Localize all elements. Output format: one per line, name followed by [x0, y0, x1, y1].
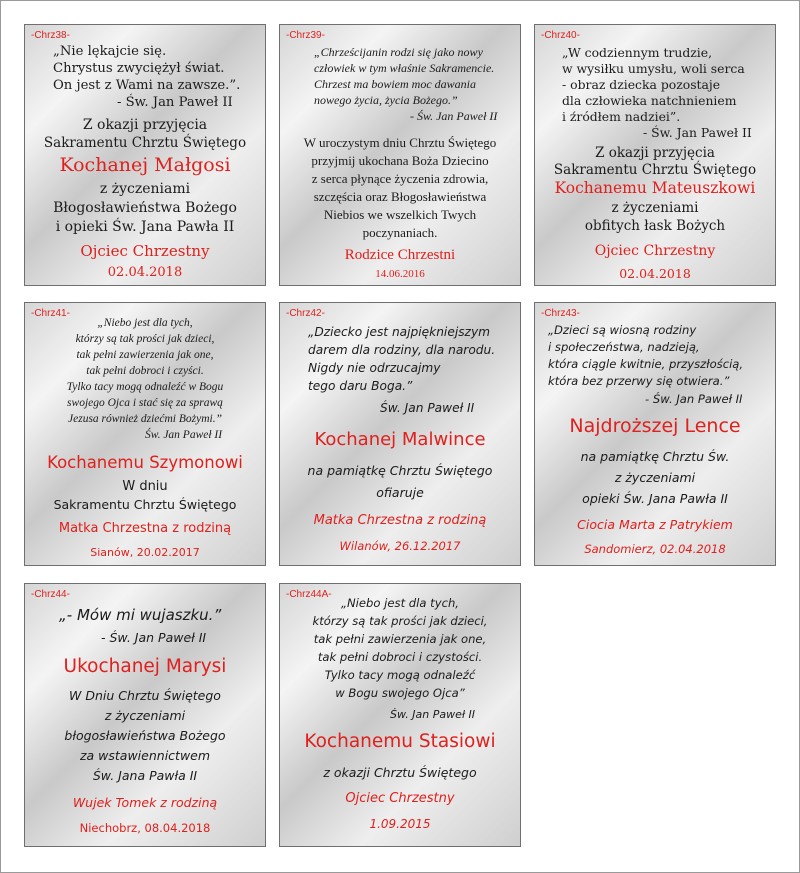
product-code: -Chrz38-: [31, 30, 70, 41]
recipient-name: Kochanemu Stasiowi: [304, 731, 496, 752]
date: 14.06.2016: [375, 268, 425, 280]
quote-line: „W codziennym trudzie,: [562, 45, 713, 60]
signature: Matka Chrzestna z rodziną: [58, 521, 232, 536]
quote-line: Jezusa również dziećmi Bożymi.”: [68, 413, 222, 425]
quote-author: Św. Jan Paweł II: [145, 429, 223, 441]
quote-line: swojego Ojca i stać się za sprawą: [67, 397, 223, 409]
quote-line: i społeczeństwa, nadzieją,: [548, 340, 700, 354]
quote-line: w wysiłku umysłu, woli serca: [562, 61, 745, 76]
quote-line: darem dla rodziny, dla narodu.: [308, 343, 496, 357]
quote-line: człowiek w tym właśnie Sakramencie.: [314, 61, 495, 75]
wishes-line: i opieki Św. Jana Pawła II: [55, 219, 235, 235]
quote-line: która bez przerwy się otwiera.”: [548, 374, 730, 388]
recipient-name: Kochanemu Szymonowi: [47, 453, 243, 472]
wishes-line: z życzeniami: [99, 181, 191, 197]
occasion-line: opieki Św. Jana Pawła II: [582, 491, 728, 506]
product-code: -Chrz44-: [31, 589, 70, 600]
plate-chrz44[interactable]: [24, 583, 266, 847]
occasion-line: błogosławieństwa Bożego: [64, 728, 226, 743]
occasion-line: na pamiątkę Chrztu Św.: [580, 449, 730, 464]
recipient-name: Najdroższej Lence: [569, 415, 741, 437]
signature: Matka Chrzestna z rodziną: [313, 513, 487, 528]
signature: Ojciec Chrzestny: [345, 791, 455, 806]
signature: Ojciec Chrzestny: [80, 242, 210, 260]
recipient-name: Kochanej Małgosi: [59, 154, 231, 176]
quote-author: - Św. Jan Paweł II: [101, 630, 207, 645]
message-line: z serca płynące życzenia zdrowia,: [311, 171, 489, 186]
quote-line: w Bogu swojego Ojca”: [335, 686, 465, 700]
quote-line: „Niebo jest dla tych,: [97, 317, 193, 329]
occasion-line: na pamiątkę Chrztu Świętego: [307, 463, 493, 478]
quote-line: którzy są tak prości jak dzieci,: [312, 614, 488, 628]
signature: Rodzice Chrzestni: [344, 247, 456, 263]
recipient-name: Kochanej Malwince: [314, 429, 486, 450]
product-code: -Chrz40-: [541, 30, 580, 41]
quote-author: - Św. Jan Paweł II: [643, 125, 752, 140]
quote-line: Chrzest ma bowiem moc dawania: [314, 77, 476, 91]
message-line: poczynaniach.: [362, 225, 438, 240]
signature: Ojciec Chrzestny: [594, 243, 716, 259]
quote-line: „Dziecko jest najpiękniejszym: [308, 325, 491, 339]
occasion-line: W Dniu Chrztu Świętego: [69, 688, 221, 703]
date: Sandomierz, 02.04.2018: [584, 542, 726, 556]
quote-line: tak pełni zawierzenia jak one,: [313, 632, 487, 646]
plate-chrz43[interactable]: [534, 302, 776, 566]
occasion-line: Z okazji przyjęcia: [595, 145, 715, 161]
product-code: -Chrz41-: [31, 308, 70, 319]
quote-author: - Św. Jan Paweł II: [410, 109, 498, 123]
occasion-line: ofiaruje: [376, 485, 424, 500]
quote-line: nowego życia, życia Bożego.”: [314, 93, 458, 107]
product-code: -Chrz44A-: [286, 589, 332, 600]
message-line: Niebios we wszelkich Twych: [323, 207, 477, 222]
quote-line: i źródłem nadziei”.: [562, 109, 681, 124]
quote-line: „Dzieci są wiosną rodziny: [548, 323, 697, 337]
quote-line: która ciągle kwitnie, przyszłością,: [548, 357, 744, 371]
wishes-line: z życzeniami: [611, 200, 699, 216]
message-line: przyjmij ukochana Boża Dziecino: [311, 153, 489, 168]
quote-author: - Św. Jan Paweł II: [117, 95, 233, 110]
quote-line: Tylko tacy mogą odnaleźć w Bogu: [66, 381, 224, 393]
quote-line: którzy są tak prości jak dzieci,: [75, 333, 215, 345]
occasion-line: Sakramentu Chrztu Świętego: [43, 135, 247, 151]
quote-line: dla człowieka natchnieniem: [562, 93, 737, 108]
quote-line: tak pełni zawierzenia jak one,: [76, 349, 214, 361]
product-code: -Chrz43-: [541, 308, 580, 319]
quote-line: „Nie lękajcie się.: [53, 44, 167, 59]
plate-chrz39[interactable]: [279, 24, 521, 286]
plate-chrz41[interactable]: [24, 302, 266, 566]
signature: Wujek Tomek z rodziną: [72, 795, 218, 810]
date: 1.09.2015: [369, 817, 431, 831]
product-code: -Chrz39-: [286, 30, 325, 41]
plate-chrz42[interactable]: [279, 302, 521, 566]
quote-line: „- Mów mi wujaszku.”: [59, 606, 222, 624]
signature: Ciocia Marta z Patrykiem: [577, 517, 733, 532]
occasion-line: Sakramentu Chrztu Świętego: [53, 497, 237, 512]
quote-line: tak pełni dobroci i czystości.: [317, 650, 483, 664]
occasion-line: W dniu: [122, 479, 168, 494]
wishes-line: obfitych łask Bożych: [584, 218, 726, 234]
quote-line: „Niebo jest dla tych,: [341, 596, 459, 610]
message-line: W uroczystym dniu Chrztu Świętego: [303, 135, 497, 150]
date: Niechobrz, 08.04.2018: [79, 821, 211, 835]
recipient-name: Kochanemu Mateuszkowi: [554, 179, 756, 197]
occasion-line: z okazji Chrztu Świętego: [323, 765, 477, 780]
wishes-line: Błogosławieństwa Bożego: [53, 200, 237, 216]
occasion-line: z życzeniami: [104, 708, 186, 723]
quote-line: - obraz dziecka pozostaje: [562, 77, 721, 92]
quote-line: Chrystus zwyciężył świat.: [53, 61, 225, 76]
plate-chrz44a[interactable]: [279, 583, 521, 847]
date: 02.04.2018: [619, 266, 691, 281]
quote-line: On jest z Wami na zawsze.”.: [53, 78, 241, 93]
message-line: szczęścia oraz Błogosławieństwa: [313, 189, 487, 204]
occasion-line: z życzeniami: [614, 470, 696, 485]
date: 02.04.2018: [107, 265, 183, 280]
quote-author: Św. Jan Paweł II: [380, 401, 475, 415]
recipient-name: Ukochanej Marysi: [63, 656, 227, 677]
quote-line: Tylko tacy mogą odnaleźć: [324, 668, 476, 682]
quote-line: Nigdy nie odrzucajmy: [308, 361, 441, 375]
quote-line: tak pełni dobroci i czyści.: [86, 365, 204, 377]
occasion-line: Z okazji przyjęcia: [82, 117, 208, 133]
plate-chrz40[interactable]: [534, 24, 776, 286]
occasion-line: za wstawiennictwem: [79, 748, 211, 763]
occasion-line: Sakramentu Chrztu Świętego: [553, 162, 757, 178]
plate-chrz38[interactable]: [24, 24, 266, 286]
quote-author: - Św. Jan Paweł II: [645, 392, 743, 406]
quote-author: Św. Jan Paweł II: [390, 708, 476, 721]
date: Sianów, 20.02.2017: [90, 546, 200, 559]
product-code: -Chrz42-: [286, 308, 325, 319]
quote-line: tego daru Boga.”: [308, 379, 413, 393]
occasion-line: Św. Jana Pawła II: [92, 768, 198, 783]
quote-line: „Chrześcijanin rodzi się jako nowy: [314, 45, 483, 59]
date: Wilanów, 26.12.2017: [339, 539, 461, 553]
